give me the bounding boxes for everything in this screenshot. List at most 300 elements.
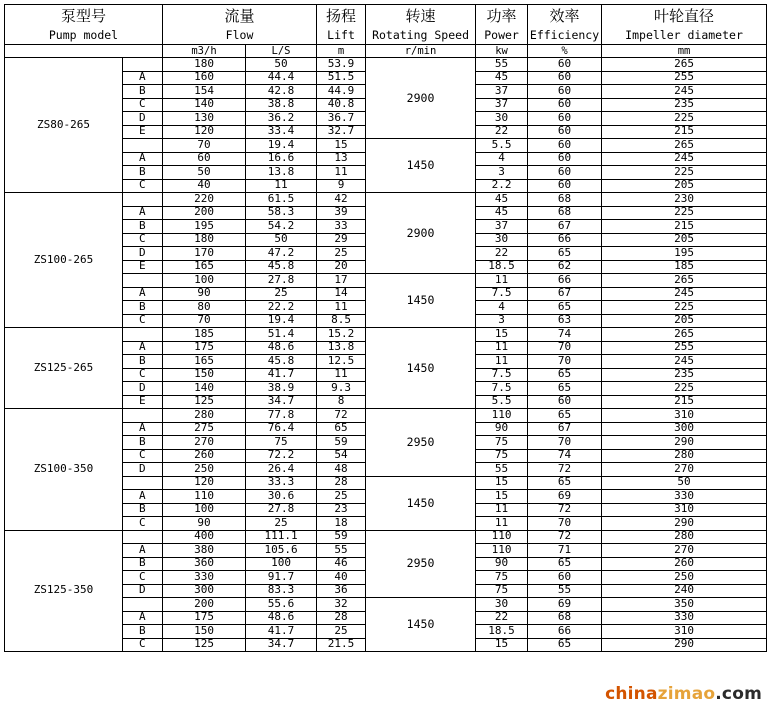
variant-cell: B xyxy=(123,355,163,369)
efficiency-cell: 74 xyxy=(528,328,602,342)
flow-m3h-cell: 175 xyxy=(163,611,246,625)
impeller-diameter-cell: 265 xyxy=(602,139,767,153)
impeller-diameter-cell: 240 xyxy=(602,584,767,598)
power-cell: 37 xyxy=(476,98,528,112)
flow-ls-cell: 22.2 xyxy=(246,301,317,315)
flow-m3h-cell: 150 xyxy=(163,625,246,639)
power-cell: 4 xyxy=(476,152,528,166)
flow-ls-cell: 30.6 xyxy=(246,490,317,504)
power-cell: 75 xyxy=(476,449,528,463)
lift-cell: 36.7 xyxy=(317,112,366,126)
efficiency-cell: 67 xyxy=(528,220,602,234)
efficiency-cell: 60 xyxy=(528,125,602,139)
efficiency-cell: 60 xyxy=(528,98,602,112)
efficiency-cell: 72 xyxy=(528,463,602,477)
flow-m3h-cell: 380 xyxy=(163,544,246,558)
lift-cell: 25 xyxy=(317,490,366,504)
variant-cell xyxy=(123,274,163,288)
flow-ls-cell: 19.4 xyxy=(246,139,317,153)
variant-cell: C xyxy=(123,638,163,652)
power-cell: 90 xyxy=(476,557,528,571)
flow-ls-cell: 42.8 xyxy=(246,85,317,99)
variant-cell: A xyxy=(123,611,163,625)
variant-cell: C xyxy=(123,233,163,247)
flow-ls-cell: 36.2 xyxy=(246,112,317,126)
variant-cell: A xyxy=(123,544,163,558)
impeller-diameter-cell: 250 xyxy=(602,571,767,585)
efficiency-cell: 65 xyxy=(528,301,602,315)
power-cell: 11 xyxy=(476,503,528,517)
flow-m3h-cell: 50 xyxy=(163,166,246,180)
efficiency-cell: 65 xyxy=(528,557,602,571)
rotating-speed-cell: 1450 xyxy=(366,328,476,409)
lift-cell: 25 xyxy=(317,625,366,639)
flow-m3h-cell: 125 xyxy=(163,395,246,409)
efficiency-cell: 65 xyxy=(528,382,602,396)
variant-cell: B xyxy=(123,503,163,517)
flow-m3h-cell: 110 xyxy=(163,490,246,504)
variant-cell xyxy=(123,476,163,490)
power-cell: 30 xyxy=(476,598,528,612)
impeller-diameter-cell: 265 xyxy=(602,328,767,342)
lift-cell: 55 xyxy=(317,544,366,558)
efficiency-cell: 60 xyxy=(528,112,602,126)
flow-m3h-cell: 180 xyxy=(163,58,246,72)
flow-m3h-cell: 200 xyxy=(163,598,246,612)
col-speed-cn: 转速 xyxy=(366,5,476,27)
flow-ls-cell: 13.8 xyxy=(246,166,317,180)
lift-cell: 59 xyxy=(317,530,366,544)
variant-cell xyxy=(123,328,163,342)
efficiency-cell: 62 xyxy=(528,260,602,274)
variant-cell: E xyxy=(123,260,163,274)
efficiency-cell: 67 xyxy=(528,422,602,436)
variant-cell: A xyxy=(123,152,163,166)
impeller-diameter-cell: 245 xyxy=(602,355,767,369)
impeller-diameter-cell: 330 xyxy=(602,490,767,504)
variant-cell: B xyxy=(123,436,163,450)
col-lift-cn: 扬程 xyxy=(317,5,366,27)
rotating-speed-cell: 2950 xyxy=(366,530,476,598)
power-cell: 3 xyxy=(476,314,528,328)
efficiency-cell: 65 xyxy=(528,368,602,382)
variant-cell: C xyxy=(123,517,163,531)
power-cell: 18.5 xyxy=(476,625,528,639)
unit-flow-ls: L/S xyxy=(246,45,317,58)
flow-m3h-cell: 200 xyxy=(163,206,246,220)
efficiency-cell: 72 xyxy=(528,503,602,517)
lift-cell: 32.7 xyxy=(317,125,366,139)
lift-cell: 46 xyxy=(317,557,366,571)
col-flow-en: Flow xyxy=(163,26,317,45)
flow-ls-cell: 34.7 xyxy=(246,638,317,652)
flow-ls-cell: 58.3 xyxy=(246,206,317,220)
variant-cell xyxy=(123,530,163,544)
flow-ls-cell: 91.7 xyxy=(246,571,317,585)
flow-ls-cell: 44.4 xyxy=(246,71,317,85)
flow-ls-cell: 111.1 xyxy=(246,530,317,544)
variant-cell: C xyxy=(123,449,163,463)
lift-cell: 11 xyxy=(317,368,366,382)
power-cell: 110 xyxy=(476,409,528,423)
impeller-diameter-cell: 280 xyxy=(602,449,767,463)
flow-m3h-cell: 175 xyxy=(163,341,246,355)
variant-cell: C xyxy=(123,179,163,193)
efficiency-cell: 55 xyxy=(528,584,602,598)
efficiency-cell: 60 xyxy=(528,395,602,409)
flow-ls-cell: 50 xyxy=(246,233,317,247)
lift-cell: 17 xyxy=(317,274,366,288)
impeller-diameter-cell: 310 xyxy=(602,625,767,639)
impeller-diameter-cell: 260 xyxy=(602,557,767,571)
lift-cell: 13 xyxy=(317,152,366,166)
flow-m3h-cell: 165 xyxy=(163,260,246,274)
efficiency-cell: 60 xyxy=(528,166,602,180)
efficiency-cell: 60 xyxy=(528,571,602,585)
impeller-diameter-cell: 215 xyxy=(602,220,767,234)
power-cell: 5.5 xyxy=(476,139,528,153)
efficiency-cell: 66 xyxy=(528,274,602,288)
power-cell: 11 xyxy=(476,274,528,288)
variant-cell xyxy=(123,58,163,72)
power-cell: 7.5 xyxy=(476,368,528,382)
table-body xyxy=(5,58,767,652)
efficiency-cell: 72 xyxy=(528,530,602,544)
col-impeller-en: Impeller diameter xyxy=(602,26,767,45)
variant-cell: D xyxy=(123,463,163,477)
variant-cell: E xyxy=(123,125,163,139)
impeller-diameter-cell: 195 xyxy=(602,247,767,261)
flow-ls-cell: 100 xyxy=(246,557,317,571)
efficiency-cell: 60 xyxy=(528,139,602,153)
impeller-diameter-cell: 205 xyxy=(602,179,767,193)
power-cell: 110 xyxy=(476,544,528,558)
impeller-diameter-cell: 225 xyxy=(602,301,767,315)
lift-cell: 40.8 xyxy=(317,98,366,112)
lift-cell: 54 xyxy=(317,449,366,463)
power-cell: 45 xyxy=(476,71,528,85)
flow-ls-cell: 25 xyxy=(246,287,317,301)
variant-cell: A xyxy=(123,341,163,355)
power-cell: 7.5 xyxy=(476,287,528,301)
flow-m3h-cell: 100 xyxy=(163,503,246,517)
rotating-speed-cell: 1450 xyxy=(366,274,476,328)
impeller-diameter-cell: 300 xyxy=(602,422,767,436)
power-cell: 75 xyxy=(476,571,528,585)
variant-cell: A xyxy=(123,206,163,220)
flow-ls-cell: 19.4 xyxy=(246,314,317,328)
flow-m3h-cell: 165 xyxy=(163,355,246,369)
lift-cell: 20 xyxy=(317,260,366,274)
flow-ls-cell: 45.8 xyxy=(246,355,317,369)
impeller-diameter-cell: 280 xyxy=(602,530,767,544)
flow-ls-cell: 51.4 xyxy=(246,328,317,342)
lift-cell: 11 xyxy=(317,301,366,315)
efficiency-cell: 65 xyxy=(528,476,602,490)
variant-cell: B xyxy=(123,301,163,315)
rotating-speed-cell: 2900 xyxy=(366,193,476,274)
flow-ls-cell: 27.8 xyxy=(246,274,317,288)
impeller-diameter-cell: 245 xyxy=(602,152,767,166)
efficiency-cell: 65 xyxy=(528,638,602,652)
power-cell: 18.5 xyxy=(476,260,528,274)
flow-m3h-cell: 120 xyxy=(163,476,246,490)
flow-m3h-cell: 330 xyxy=(163,571,246,585)
col-speed-en: Rotating Speed xyxy=(366,26,476,45)
flow-m3h-cell: 360 xyxy=(163,557,246,571)
power-cell: 11 xyxy=(476,355,528,369)
efficiency-cell: 65 xyxy=(528,409,602,423)
efficiency-cell: 60 xyxy=(528,152,602,166)
rotating-speed-cell: 1450 xyxy=(366,139,476,193)
col-efficiency-cn: 效率 xyxy=(528,5,602,27)
efficiency-cell: 68 xyxy=(528,206,602,220)
rotating-speed-cell: 1450 xyxy=(366,476,476,530)
power-cell: 15 xyxy=(476,638,528,652)
flow-ls-cell: 105.6 xyxy=(246,544,317,558)
lift-cell: 15.2 xyxy=(317,328,366,342)
power-cell: 15 xyxy=(476,476,528,490)
variant-cell xyxy=(123,193,163,207)
lift-cell: 33 xyxy=(317,220,366,234)
flow-m3h-cell: 250 xyxy=(163,463,246,477)
impeller-diameter-cell: 290 xyxy=(602,638,767,652)
lift-cell: 48 xyxy=(317,463,366,477)
table-row xyxy=(5,409,767,423)
lift-cell: 23 xyxy=(317,503,366,517)
lift-cell: 72 xyxy=(317,409,366,423)
rotating-speed-cell: 2950 xyxy=(366,409,476,477)
power-cell: 30 xyxy=(476,112,528,126)
impeller-diameter-cell: 290 xyxy=(602,517,767,531)
power-cell: 22 xyxy=(476,611,528,625)
efficiency-cell: 67 xyxy=(528,287,602,301)
lift-cell: 44.9 xyxy=(317,85,366,99)
lift-cell: 36 xyxy=(317,584,366,598)
power-cell: 75 xyxy=(476,584,528,598)
impeller-diameter-cell: 255 xyxy=(602,341,767,355)
lift-cell: 65 xyxy=(317,422,366,436)
power-cell: 22 xyxy=(476,247,528,261)
flow-m3h-cell: 300 xyxy=(163,584,246,598)
flow-m3h-cell: 260 xyxy=(163,449,246,463)
lift-cell: 18 xyxy=(317,517,366,531)
impeller-diameter-cell: 225 xyxy=(602,112,767,126)
impeller-diameter-cell: 290 xyxy=(602,436,767,450)
impeller-diameter-cell: 225 xyxy=(602,166,767,180)
flow-ls-cell: 27.8 xyxy=(246,503,317,517)
flow-m3h-cell: 90 xyxy=(163,287,246,301)
impeller-diameter-cell: 330 xyxy=(602,611,767,625)
variant-cell: D xyxy=(123,247,163,261)
power-cell: 15 xyxy=(476,328,528,342)
col-efficiency-en: Efficiency xyxy=(528,26,602,45)
variant-cell: B xyxy=(123,166,163,180)
lift-cell: 32 xyxy=(317,598,366,612)
impeller-diameter-cell: 245 xyxy=(602,287,767,301)
flow-ls-cell: 41.7 xyxy=(246,368,317,382)
variant-cell: C xyxy=(123,571,163,585)
lift-cell: 9 xyxy=(317,179,366,193)
impeller-diameter-cell: 215 xyxy=(602,125,767,139)
variant-cell xyxy=(123,598,163,612)
variant-cell xyxy=(123,409,163,423)
power-cell: 30 xyxy=(476,233,528,247)
lift-cell: 14 xyxy=(317,287,366,301)
lift-cell: 9.3 xyxy=(317,382,366,396)
impeller-diameter-cell: 310 xyxy=(602,409,767,423)
power-cell: 22 xyxy=(476,125,528,139)
power-cell: 90 xyxy=(476,422,528,436)
flow-m3h-cell: 120 xyxy=(163,125,246,139)
lift-cell: 40 xyxy=(317,571,366,585)
efficiency-cell: 63 xyxy=(528,314,602,328)
efficiency-cell: 70 xyxy=(528,436,602,450)
variant-cell: B xyxy=(123,625,163,639)
flow-m3h-cell: 70 xyxy=(163,139,246,153)
power-cell: 55 xyxy=(476,58,528,72)
power-cell: 45 xyxy=(476,193,528,207)
watermark-logo: chinazimao.com xyxy=(605,684,762,704)
impeller-diameter-cell: 265 xyxy=(602,274,767,288)
table-row xyxy=(5,328,767,342)
variant-cell: C xyxy=(123,98,163,112)
lift-cell: 21.5 xyxy=(317,638,366,652)
impeller-diameter-cell: 235 xyxy=(602,98,767,112)
power-cell: 4 xyxy=(476,301,528,315)
flow-m3h-cell: 220 xyxy=(163,193,246,207)
efficiency-cell: 71 xyxy=(528,544,602,558)
table-row xyxy=(5,193,767,207)
flow-ls-cell: 16.6 xyxy=(246,152,317,166)
flow-m3h-cell: 170 xyxy=(163,247,246,261)
flow-m3h-cell: 90 xyxy=(163,517,246,531)
flow-m3h-cell: 80 xyxy=(163,301,246,315)
pump-performance-table xyxy=(4,4,767,652)
power-cell: 3 xyxy=(476,166,528,180)
efficiency-cell: 65 xyxy=(528,247,602,261)
flow-ls-cell: 33.3 xyxy=(246,476,317,490)
table-row xyxy=(5,58,767,72)
variant-cell: D xyxy=(123,584,163,598)
lift-cell: 8.5 xyxy=(317,314,366,328)
variant-cell: B xyxy=(123,557,163,571)
lift-cell: 25 xyxy=(317,247,366,261)
lift-cell: 28 xyxy=(317,476,366,490)
variant-cell: B xyxy=(123,220,163,234)
flow-m3h-cell: 100 xyxy=(163,274,246,288)
flow-ls-cell: 75 xyxy=(246,436,317,450)
variant-cell xyxy=(123,139,163,153)
power-cell: 15 xyxy=(476,490,528,504)
rotating-speed-cell: 1450 xyxy=(366,598,476,652)
efficiency-cell: 60 xyxy=(528,58,602,72)
impeller-diameter-cell: 350 xyxy=(602,598,767,612)
lift-cell: 15 xyxy=(317,139,366,153)
variant-cell: A xyxy=(123,490,163,504)
unit-flow-m3h: m3/h xyxy=(163,45,246,58)
impeller-diameter-cell: 205 xyxy=(602,314,767,328)
unit-power: kw xyxy=(476,45,528,58)
lift-cell: 53.9 xyxy=(317,58,366,72)
flow-m3h-cell: 70 xyxy=(163,314,246,328)
power-cell: 45 xyxy=(476,206,528,220)
efficiency-cell: 74 xyxy=(528,449,602,463)
efficiency-cell: 69 xyxy=(528,490,602,504)
power-cell: 37 xyxy=(476,85,528,99)
power-cell: 2.2 xyxy=(476,179,528,193)
flow-ls-cell: 54.2 xyxy=(246,220,317,234)
table-row xyxy=(5,530,767,544)
col-lift-en: Lift xyxy=(317,26,366,45)
efficiency-cell: 66 xyxy=(528,625,602,639)
lift-cell: 12.5 xyxy=(317,355,366,369)
col-impeller-cn: 叶轮直径 xyxy=(602,5,767,27)
efficiency-cell: 70 xyxy=(528,355,602,369)
lift-cell: 51.5 xyxy=(317,71,366,85)
col-model-cn: 泵型号 xyxy=(5,5,163,27)
lift-cell: 42 xyxy=(317,193,366,207)
flow-ls-cell: 47.2 xyxy=(246,247,317,261)
flow-m3h-cell: 150 xyxy=(163,368,246,382)
flow-ls-cell: 48.6 xyxy=(246,611,317,625)
unit-model-blank xyxy=(5,45,163,58)
variant-cell: A xyxy=(123,422,163,436)
impeller-diameter-cell: 50 xyxy=(602,476,767,490)
impeller-diameter-cell: 310 xyxy=(602,503,767,517)
efficiency-cell: 68 xyxy=(528,193,602,207)
efficiency-cell: 60 xyxy=(528,179,602,193)
variant-cell: D xyxy=(123,382,163,396)
flow-ls-cell: 61.5 xyxy=(246,193,317,207)
impeller-diameter-cell: 255 xyxy=(602,71,767,85)
impeller-diameter-cell: 185 xyxy=(602,260,767,274)
power-cell: 75 xyxy=(476,436,528,450)
power-cell: 11 xyxy=(476,341,528,355)
impeller-diameter-cell: 245 xyxy=(602,85,767,99)
variant-cell: C xyxy=(123,314,163,328)
flow-ls-cell: 26.4 xyxy=(246,463,317,477)
efficiency-cell: 70 xyxy=(528,341,602,355)
lift-cell: 8 xyxy=(317,395,366,409)
flow-m3h-cell: 400 xyxy=(163,530,246,544)
flow-ls-cell: 83.3 xyxy=(246,584,317,598)
lift-cell: 39 xyxy=(317,206,366,220)
efficiency-cell: 68 xyxy=(528,611,602,625)
flow-m3h-cell: 195 xyxy=(163,220,246,234)
impeller-diameter-cell: 225 xyxy=(602,206,767,220)
variant-cell: D xyxy=(123,112,163,126)
lift-cell: 59 xyxy=(317,436,366,450)
flow-m3h-cell: 270 xyxy=(163,436,246,450)
col-power-cn: 功率 xyxy=(476,5,528,27)
flow-m3h-cell: 60 xyxy=(163,152,246,166)
flow-ls-cell: 45.8 xyxy=(246,260,317,274)
variant-cell: E xyxy=(123,395,163,409)
impeller-diameter-cell: 235 xyxy=(602,368,767,382)
variant-cell: A xyxy=(123,287,163,301)
impeller-diameter-cell: 270 xyxy=(602,463,767,477)
pump-model-cell: ZS125-265 xyxy=(5,328,123,409)
flow-m3h-cell: 180 xyxy=(163,233,246,247)
lift-cell: 29 xyxy=(317,233,366,247)
flow-ls-cell: 55.6 xyxy=(246,598,317,612)
flow-ls-cell: 33.4 xyxy=(246,125,317,139)
col-flow-cn: 流量 xyxy=(163,5,317,27)
flow-ls-cell: 25 xyxy=(246,517,317,531)
efficiency-cell: 60 xyxy=(528,85,602,99)
flow-ls-cell: 48.6 xyxy=(246,341,317,355)
